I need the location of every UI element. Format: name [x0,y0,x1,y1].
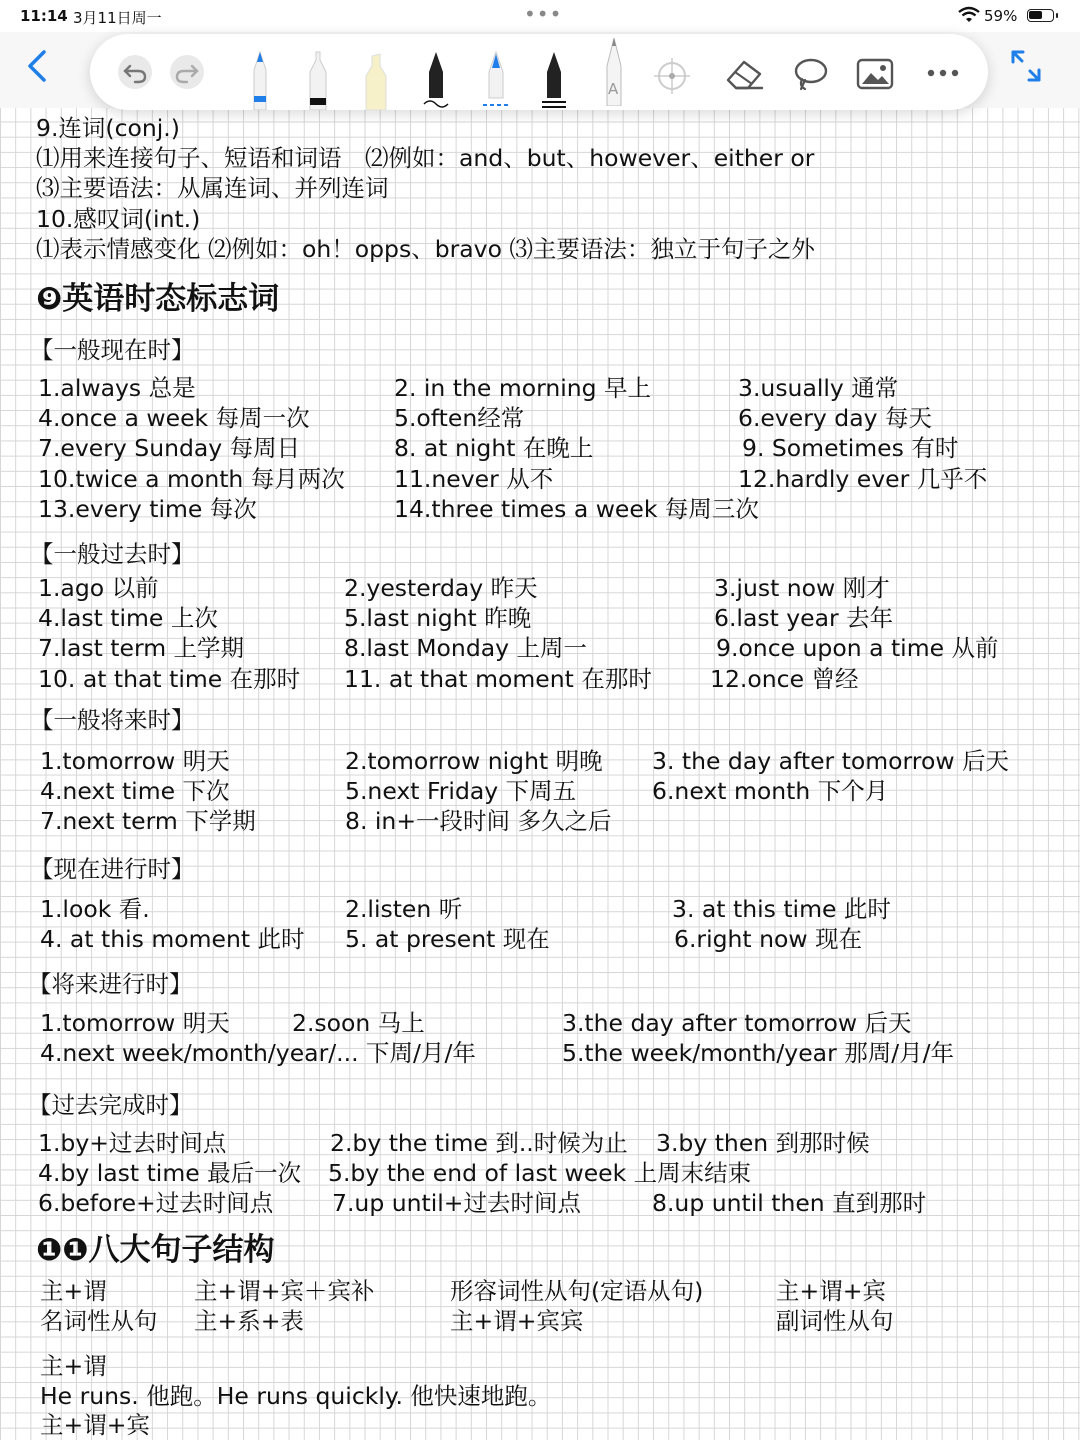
list-item: 3.by then 到那时候 [656,1129,870,1157]
list-item: 8.last Monday 上周一 [344,634,588,662]
list-item: 1.tomorrow 明天 [40,1009,230,1037]
list-item: 9. Sometimes 有时 [742,434,959,462]
status-time: 11:14 [20,7,68,25]
list-item: 1.tomorrow 明天 [40,747,230,775]
sentence-type: 主+谓+宾 [776,1277,886,1305]
example-text: He runs. 他跑。He runs quickly. 他快速地跑。 [40,1382,552,1410]
list-item: 8.up until then 直到那时 [652,1189,927,1217]
list-item: 5.by the end of last week 上周末结束 [328,1159,752,1187]
list-item: 1.ago 以前 [38,574,159,602]
list-item: 3. at this time 此时 [672,895,891,923]
list-item: 4. at this moment 此时 [40,925,305,953]
list-item: 11.never 从不 [394,465,554,493]
list-item: 11. at that moment 在那时 [344,665,652,693]
list-item: 3.usually 通常 [738,374,899,402]
sentence-type: 名词性从句 [40,1307,158,1335]
list-item: 5.last night 昨晚 [344,604,532,632]
list-item: 10.twice a month 每月两次 [38,465,345,493]
list-item: 5. at present 现在 [345,925,550,953]
sentence-type: 主+谓+宾＋宾补 [194,1277,375,1305]
int-line-1: ⑴表示情感变化 ⑵例如：oh！opps、bravo ⑶主要语法：独立于句子之外 [36,235,815,263]
int-title: 10.感叹词(int.) [36,205,201,233]
list-item: 4.last time 上次 [38,604,218,632]
list-item: 4.next week/month/year/... 下周/月/年 [40,1039,476,1067]
sentence-type: 形容词性从句(定语从句) [450,1277,704,1305]
list-item: 8. at night 在晚上 [394,434,594,462]
list-item: 3. the day after tomorrow 后天 [652,747,1010,775]
list-item: 2.soon 马上 [292,1009,425,1037]
list-item: 10. at that time 在那时 [38,665,301,693]
status-date: 3月11日周一 [73,9,162,27]
battery-percent: 59% [984,7,1018,25]
sentence-section-title: ❶❶八大句子结构 [36,1232,275,1268]
list-item: 2.yesterday 昨天 [344,574,538,602]
list-item: 6.right now 现在 [674,925,863,953]
list-item: 7.next term 下学期 [40,807,256,835]
list-item: 7.every Sunday 每周日 [38,434,301,462]
list-item: 14.three times a week 每周三次 [394,495,759,523]
simple-future-header: 【一般将来时】 [30,706,195,734]
list-item: 4.next time 下次 [40,777,230,805]
list-item: 2.tomorrow night 明晚 [345,747,603,775]
past-perfect-header: 【过去完成时】 [28,1091,193,1119]
simple-past-header: 【一般过去时】 [30,540,195,568]
future-continuous-header: 【将来进行时】 [28,970,193,998]
multitasking-dots-icon[interactable]: ••• [524,2,563,26]
list-item: 2.by the time 到..时候为止 [330,1129,628,1157]
list-item: 6.last year 去年 [714,604,894,632]
list-item: 7.last term 上学期 [38,634,245,662]
list-item: 7.up until+过去时间点 [332,1189,581,1217]
list-item: 6.before+过去时间点 [38,1189,274,1217]
list-item: 12.once 曾经 [710,665,859,693]
list-item: 5.often经常 [394,404,525,432]
list-item: 5.the week/month/year 那周/月/年 [562,1039,955,1067]
sentence-type: 主+谓+宾宾 [450,1307,584,1335]
sentence-type: 主+系+表 [194,1307,304,1335]
conj-line-3: ⑶主要语法：从属连词、并列连词 [36,174,389,202]
list-item: 6.next month 下个月 [652,777,889,805]
pencil-letter: A [608,80,619,98]
conj-title: 9.连词(conj.) [36,114,180,142]
list-item: 2.listen 听 [345,895,463,923]
list-item: 1.always 总是 [38,374,196,402]
present-continuous-header: 【现在进行时】 [30,855,195,883]
list-item: 4.by last time 最后一次 [38,1159,302,1187]
list-item: 2. in the morning 早上 [394,374,652,402]
tense-section-title: ❾英语时态标志词 [36,281,280,317]
list-item: 8. in+一段时间 多久之后 [345,807,612,835]
list-item: 13.every time 每次 [38,495,257,523]
list-item: 12.hardly ever 几乎不 [738,465,988,493]
sentence-type: 主+谓 [40,1277,107,1305]
conj-line-1: ⑴用来连接句子、短语和词语 ⑵例如：and、but、however、either or [36,144,815,172]
example-heading: 主+谓 [40,1352,107,1380]
list-item: 4.once a week 每周一次 [38,404,310,432]
simple-present-header: 【一般现在时】 [30,336,195,364]
list-item: 1.look 看. [40,895,150,923]
list-item: 6.every day 每天 [738,404,932,432]
list-item: 1.by+过去时间点 [38,1129,227,1157]
list-item: 3.just now 刚才 [714,574,890,602]
list-item: 3.the day after tomorrow 后天 [562,1009,912,1037]
next-heading: 主+谓+宾 [40,1411,150,1439]
list-item: 9.once upon a time 从前 [716,634,999,662]
list-item: 5.next Friday 下周五 [345,777,577,805]
sentence-type: 副词性从句 [776,1307,894,1335]
